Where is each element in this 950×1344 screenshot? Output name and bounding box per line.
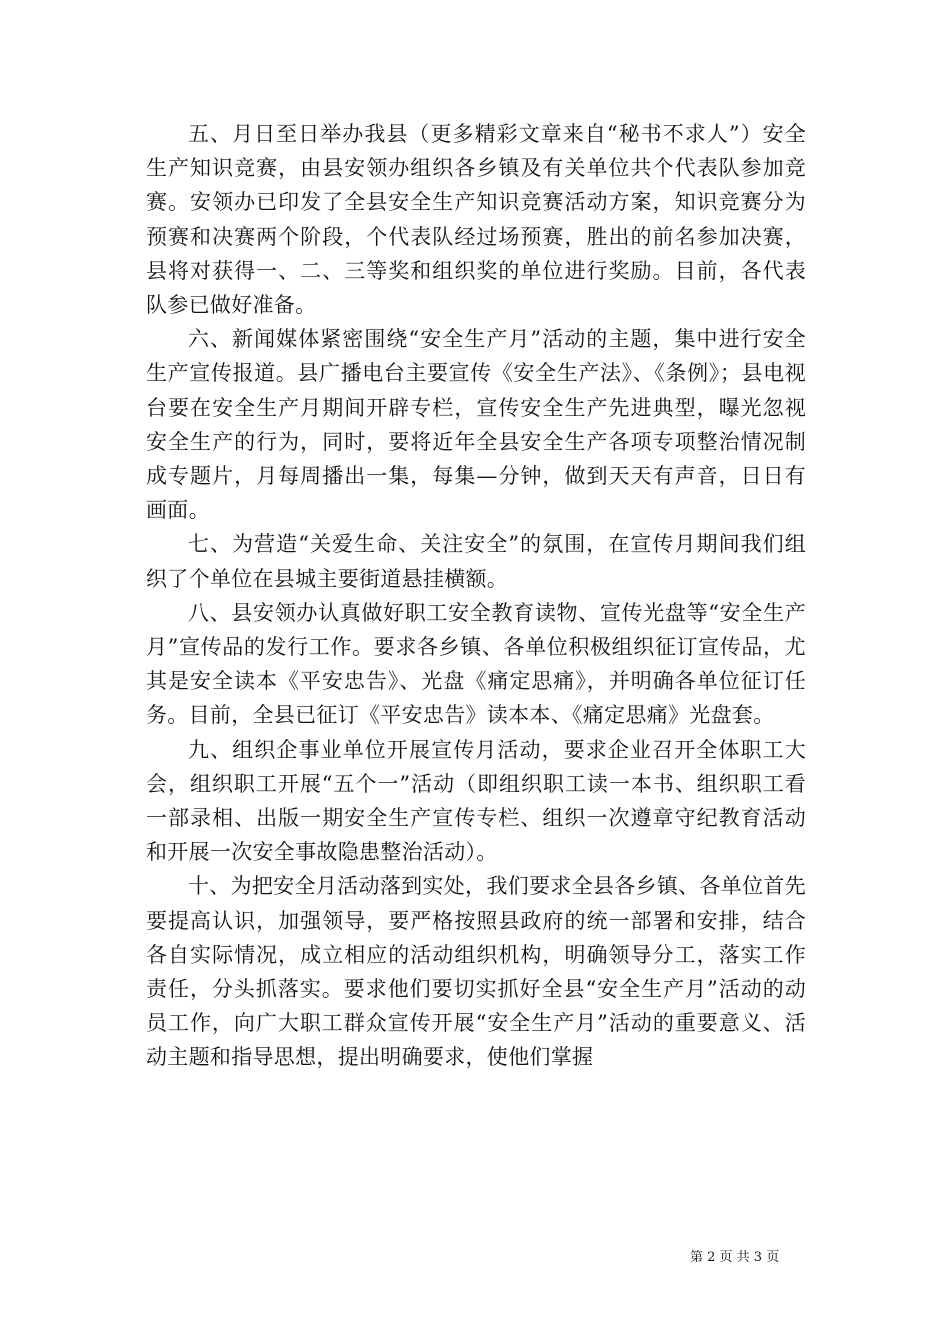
page-number: 第 2 页 共 3 页 xyxy=(690,1250,780,1265)
paragraph-10: 十、为把安全月活动落到实处，我们要求全县各乡镇、各单位首先要提高认识，加强领导，要严格按照县政府的统一部署和安排，结合各自实际情况，成立相应的活动组织机构，明确领导分工，落实工作责任，分头抓落实。要求他们要切实抓好全县“安全生产月”活动的动员工作，向广大职工群众宣传开展“安全生产月”活动的重要意义、活动主题和指导思想，提出明确要求，使他们掌握 xyxy=(146,874,806,1070)
paragraph-9: 九、组织企事业单位开展宣传月活动，要求企业召开全体职工大会，组织职工开展“五个一”活动（即组织职工读一本书、组织职工看一部录相、出版一期安全生产宣传专栏、组织一次遵章守纪教育活动和开展一次安全事故隐患整治活动）。 xyxy=(146,737,806,865)
body-text xyxy=(146,117,806,1075)
paragraph-7: 七、为营造“关爱生命、关注安全”的氛围，在宣传月期间我们组织了个单位在县城主要街道悬挂横额。 xyxy=(146,532,806,591)
paragraph-5: 五、月日至日举办我县（更多精彩文章来自“秘书不求人”）安全生产知识竞赛，由县安领办组织各乡镇及有关单位共个代表队参加竞赛。安领办已印发了全县安全生产知识竞赛活动方案，知识竞赛分为预赛和决赛两个阶段，个代表队经过场预赛，胜出的前名参加决赛，县将对获得一、二、三等奖和组织奖的单位进行奖励。目前，各代表队参已做好准备。 xyxy=(146,122,806,318)
paragraph-8: 八、县安领办认真做好职工安全教育读物、宣传光盘等“安全生产月”宣传品的发行工作。要求各乡镇、各单位积极组织征订宣传品，尤其是安全读本《平安忠告》、光盘《痛定思痛》，并明确各单位征订任务。目前，全县已征订《平安忠告》读本本、《痛定思痛》光盘套。 xyxy=(146,600,806,728)
paragraph-6: 六、新闻媒体紧密围绕“安全生产月”活动的主题，集中进行安全生产宣传报道。县广播电台主要宣传《安全生产法》、《条例》；县电视台要在安全生产月期间开辟专栏，宣传安全生产先进典型，曝光忽视安全生产的行为，同时，要将近年全县安全生产各项专项整治情况制成专题片，月每周播出一集，每集—分钟，做到天天有声音，日日有画面。 xyxy=(146,327,806,523)
